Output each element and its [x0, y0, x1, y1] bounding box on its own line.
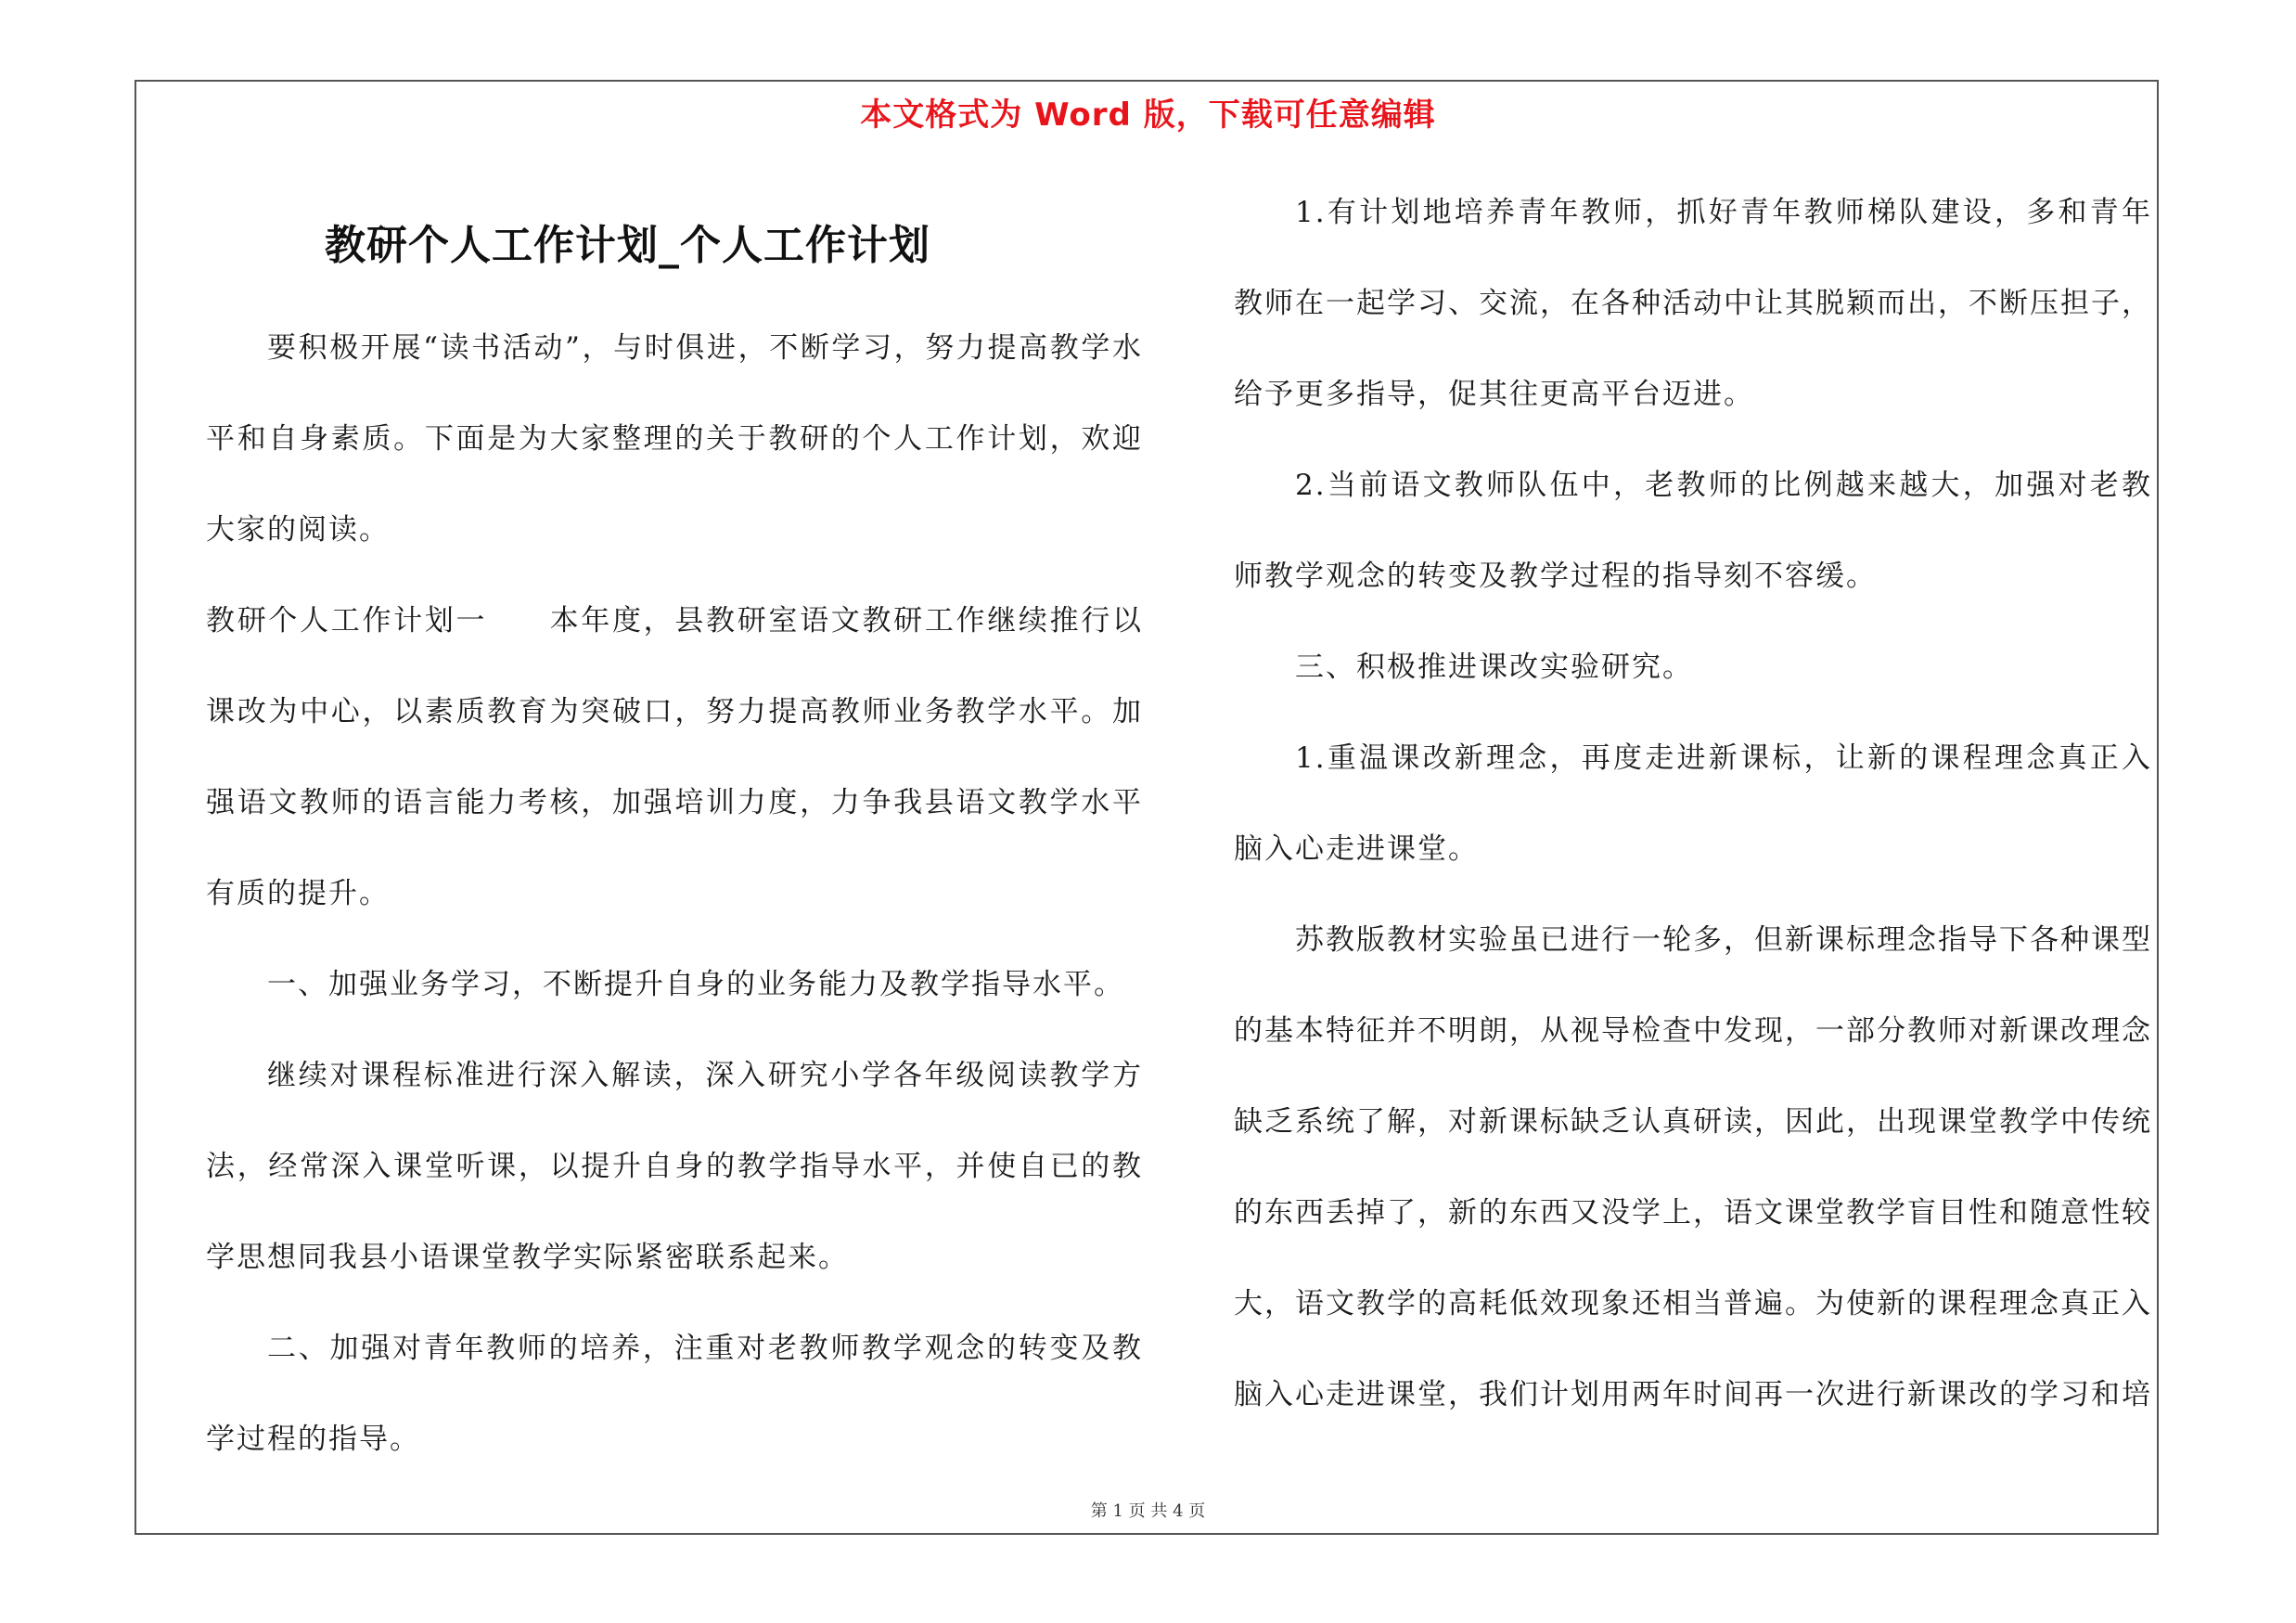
paragraph-plan-one: 教研个人工作计划一 本年度，县教研室语文教研工作继续推行以课改为中心，以素质教育为突破口，努力提高教师业务教学水平。加强语文教师的语言能力考核，加强培训力度，力争我县语文教学水平有质的提升。: [206, 604, 1143, 910]
document-title: 教研个人工作计划_个人工作计划: [325, 222, 930, 269]
page-number: 第 1 页 共 4 页: [1090, 1501, 1206, 1521]
format-banner: 本文格式为 Word 版，下载可任意编辑: [860, 97, 1436, 134]
paragraph-section-two: 二、加强对青年教师的培养，注重对老教师教学观念的转变及教学过程的指导。: [206, 1332, 1143, 1456]
paragraph-section-one: 一、加强业务学习，不断提升自身的业务能力及教学指导水平。: [267, 968, 1124, 1001]
paragraph-textbook-experiment: 苏教版教材实验虽已进行一轮多，但新课标理念指导下各种课型的基本特征并不明朗，从视导检查中发现，一部分教师对新课改理念缺乏系统了解，对新课标缺乏认真研读，因此，出现课堂教学中传统的东西丢掉了，新的东西又没学上，语文课堂教学盲目性和随意性较大，语文教学的高耗低效现象还相当普遍。为使新的课程理念真正入脑入心走进课堂，我们计划用两年时间再一次进行新课改的学习和培: [1234, 923, 2152, 1411]
paragraph-intro: 要积极开展“读书活动”，与时俱进，不断学习，努力提高教学水平和自身素质。下面是为大家整理的关于教研的个人工作计划，欢迎大家的阅读。: [206, 331, 1143, 547]
paragraph-old-teachers: 2.当前语文教师队伍中，老教师的比例越来越大，加强对老教师教学观念的转变及教学过程的指导刻不容缓。: [1234, 469, 2152, 593]
paragraph-new-ideas: 1.重温课改新理念，再度走进新课标，让新的课程理念真正入脑入心走进课堂。: [1234, 741, 2152, 866]
paragraph-section-three: 三、积极推进课改实验研究。: [1295, 650, 1693, 684]
paragraph-study: 继续对课程标准进行深入解读，深入研究小学各年级阅读教学方法，经常深入课堂听课，以提升自身的教学指导水平，并使自已的教学思想同我县小语课堂教学实际紧密联系起来。: [206, 1059, 1143, 1274]
paragraph-young-teachers: 1.有计划地培养青年教师，抓好青年教师梯队建设，多和青年教师在一起学习、交流，在各种活动中让其脱颖而出，不断压担子，给予更多指导，促其往更高平台迈进。: [1234, 196, 2152, 411]
